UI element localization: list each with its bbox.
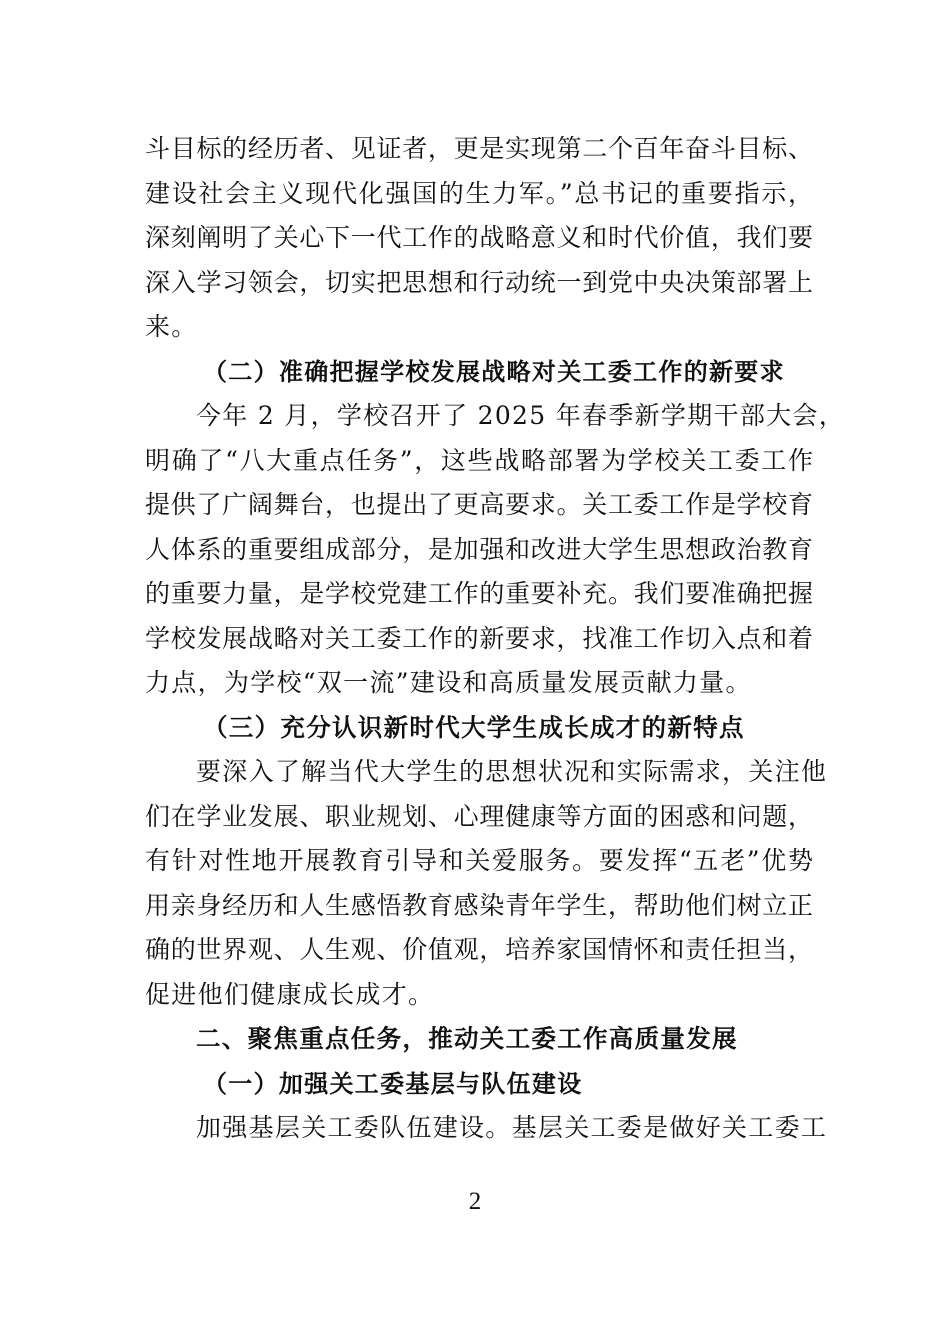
paragraph-line: 有针对性地开展教育引导和关爱服务。要发挥“五老”优势 [145, 846, 813, 875]
section-subheading: （一）加强关工委基层与队伍建设 [203, 1068, 583, 1098]
paragraph-line: 力点，为学校“双一流”建设和高质量发展贡献力量。 [145, 668, 752, 697]
paragraph-line: 学校发展战略对关工委工作的新要求，找准工作切入点和着 [145, 623, 813, 653]
paragraph-line: 用亲身经历和人生感悟教育感染青年学生，帮助他们树立正 [145, 890, 813, 920]
paragraph-line: 深入学习领会，切实把思想和行动统一到党中央决策部署上 [145, 267, 813, 297]
paragraph-line: 斗目标的经历者、见证者，更是实现第二个百年奋斗目标、 [145, 134, 813, 163]
section-subheading: （三）充分认识新时代大学生成长成才的新特点 [203, 712, 745, 742]
paragraph-line: 确的世界观、人生观、价值观，培养家国情怀和责任担当， [145, 935, 813, 964]
paragraph-line: 建设社会主义现代化强国的生力军。”总书记的重要指示， [145, 178, 813, 208]
section-subheading: （二）准确把握学校发展战略对关工委工作的新要求 [203, 356, 785, 386]
paragraph-line: 加强基层关工委队伍建设。基层关工委是做好关工委工 [196, 1113, 828, 1142]
paragraph-line: 们在学业发展、职业规划、心理健康等方面的困惑和问题， [145, 801, 813, 831]
paragraph-line: 促进他们健康成长成才。 [145, 979, 435, 1009]
paragraph-line: 深刻阐明了关心下一代工作的战略意义和时代价值，我们要 [145, 223, 813, 252]
paragraph-line: 提供了广阔舞台，也提出了更高要求。关工委工作是学校育 [145, 490, 813, 519]
page-number: 2 [468, 1188, 482, 1215]
paragraph-line: 要深入了解当代大学生的思想状况和实际需求，关注他 [196, 757, 828, 786]
paragraph-line: 人体系的重要组成部分，是加强和改进大学生思想政治教育 [145, 534, 813, 564]
paragraph-line: 明确了“八大重点任务”，这些战略部署为学校关工委工作 [145, 445, 813, 475]
document-page [145, 127, 846, 1151]
paragraph-line: 来。 [145, 312, 198, 341]
paragraph-line: 的重要力量，是学校党建工作的重要补充。我们要准确把握 [145, 579, 813, 608]
paragraph-line: 今年 2 月，学校召开了 2025 年春季新学期干部大会， [196, 401, 846, 430]
section-heading: 二、聚焦重点任务，推动关工委工作高质量发展 [196, 1024, 738, 1053]
